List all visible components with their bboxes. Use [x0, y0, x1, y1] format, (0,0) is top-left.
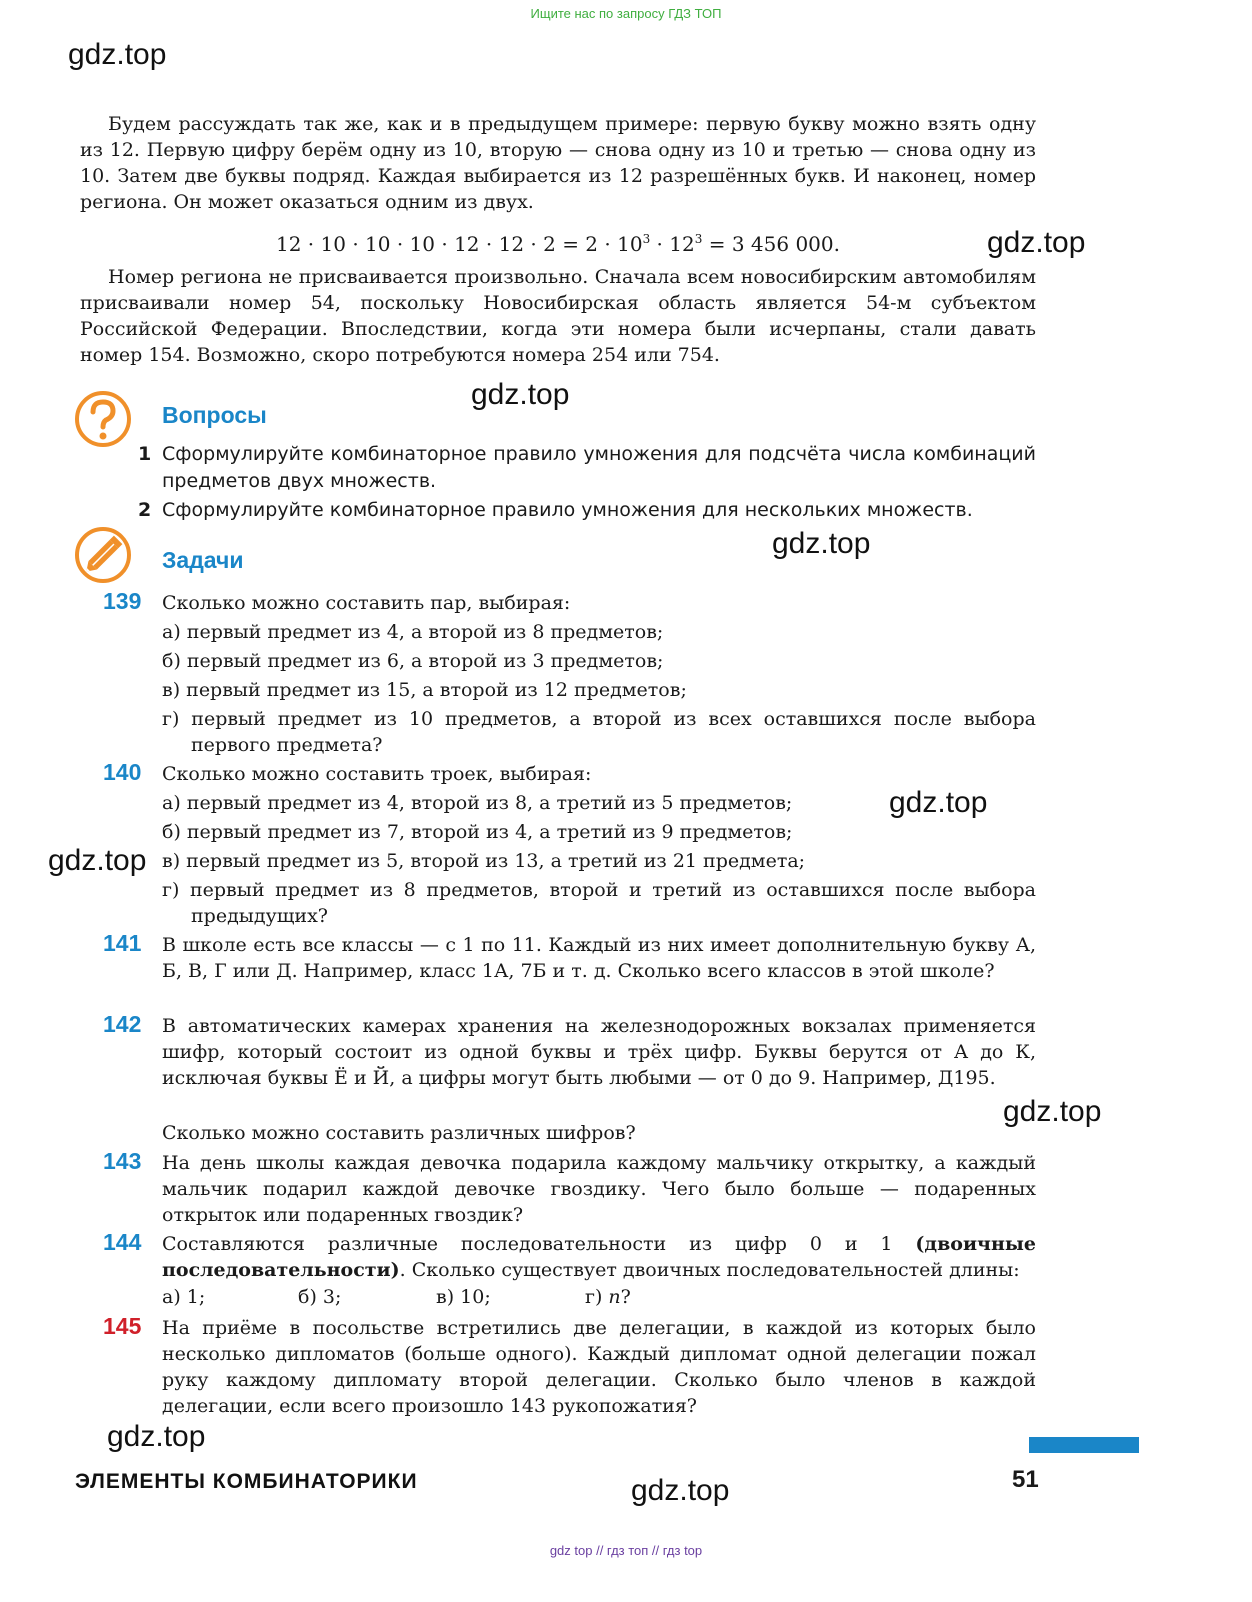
- task-number: 144: [103, 1229, 142, 1255]
- task-option: б) первый предмет из 7, второй из 4, а третий из 9 предметов;: [162, 821, 793, 843]
- watermark: gdz.top: [987, 226, 1086, 259]
- chapter-title: ЭЛЕМЕНТЫ КОМБИНАТОРИКИ: [75, 1470, 418, 1493]
- task-text: Составляются различные последовательности из цифр 0 и 1 (двоичные последовательности). Сколько существует двоичных последовательностей длины:: [162, 1233, 1036, 1281]
- task-text: В автоматических камерах хранения на железнодорожных вокзалах применяется шифр, который состоит из одной буквы и трёх цифр. Буквы берутся от А до К, исключая буквы Ё и Й, а цифры могут быть любыми — от 0 до 9. Например, Д195.: [162, 1015, 1036, 1089]
- task-number: 145: [103, 1313, 142, 1339]
- watermark: gdz.top: [1003, 1095, 1102, 1128]
- task-option: г) первый предмет из 10 предметов, а второй из всех оставшихся после выбора первого предмета?: [162, 708, 1036, 756]
- task-number: 139: [103, 588, 142, 614]
- question-number: 1: [138, 443, 152, 465]
- page-accent-bar: [1029, 1437, 1139, 1453]
- watermark: gdz.top: [107, 1420, 206, 1453]
- task-option: а) первый предмет из 4, второй из 8, а третий из 5 предметов;: [162, 792, 793, 814]
- pencil-circle-icon: [74, 524, 134, 584]
- watermark: gdz.top: [471, 378, 570, 411]
- page-number: 51: [1012, 1466, 1039, 1493]
- task-text: Сколько можно составить троек, выбирая:: [162, 763, 592, 785]
- task-option: г) n?: [585, 1286, 631, 1308]
- task-text: Сколько можно составить пар, выбирая:: [162, 592, 571, 614]
- task-text: На день школы каждая девочка подарила каждому мальчику открытку, а каждый мальчик подарил каждой девочке гвоздику. Чего было больше — подаренных открыток или подаренных гвоздик?: [162, 1152, 1036, 1226]
- task-text: На приёме в посольстве встретились две делегации, в каждой из которых было несколько дипломатов (больше одного). Каждый дипломат одной делегации пожал руку каждому дипломату второй делегации. Сколько было членов в каждой делегации, если всего произошло 143 рукопожатия?: [162, 1317, 1036, 1417]
- watermark: gdz.top: [48, 844, 147, 877]
- task-text: В школе есть все классы — с 1 по 11. Каждый из них имеет дополнительную букву А, Б, В, Г или Д. Например, класс 1А, 7Б и т. д. Сколько всего классов в этой школе?: [162, 934, 1036, 982]
- task-number: 140: [103, 759, 142, 785]
- tasks-heading: Задачи: [162, 547, 244, 573]
- question-text: Сформулируйте комбинаторное правило умножения для подсчёта числа комбинаций предметов двух множеств.: [162, 443, 1036, 492]
- task-option: в) 10;: [436, 1286, 491, 1308]
- watermark: gdz.top: [68, 38, 167, 71]
- questions-heading: Вопросы: [162, 402, 267, 428]
- task-option: а) первый предмет из 4, а второй из 8 предметов;: [162, 621, 664, 643]
- task-option: б) 3;: [298, 1286, 342, 1308]
- intro-paragraph: Будем рассуждать так же, как и в предыдущем примере: первую букву можно взять одну из 12. Первую цифру берём одну из 10, вторую — снова одну из 10 и третью — снова одну из 10. Затем две буквы подряд. Каждая выбирается из 12 разрешённых букв. И наконец, номер региона. Он может оказаться одним из двух.: [80, 113, 1036, 213]
- task-option: б) первый предмет из 6, а второй из 3 предметов;: [162, 650, 664, 672]
- task-number: 141: [103, 930, 142, 956]
- watermark: gdz.top: [772, 527, 871, 560]
- task-question: Сколько можно составить различных шифров?: [162, 1122, 636, 1144]
- task-option: а) 1;: [162, 1286, 206, 1308]
- task-option: в) первый предмет из 15, а второй из 12 предметов;: [162, 679, 687, 701]
- watermark: gdz.top: [889, 786, 988, 819]
- bottom-links[interactable]: gdz top // гдз топ // гдз top: [549, 1543, 703, 1558]
- question-number: 2: [138, 499, 152, 521]
- question-text: Сформулируйте комбинаторное правило умножения для нескольких множеств.: [162, 499, 973, 521]
- task-number: 143: [103, 1148, 142, 1174]
- task-number: 142: [103, 1011, 142, 1037]
- watermark: gdz.top: [631, 1474, 730, 1507]
- formula: $12 \cdot 10 \cdot 10 \cdot 10 \cdot 12 \cdot 12 \cdot 2 = 2 \cdot 10^3 \cdot 12^3 = 3$ 456 000.: [275, 232, 840, 256]
- top-banner: Ищите нас по запросу ГДЗ ТОП: [530, 6, 722, 21]
- region-paragraph: Номер региона не присваивается произвольно. Сначала всем новосибирским автомобилям присваивали номер 54, поскольку Новосибирская область является 54-м субъектом Российской Федерации. Впоследствии, когда эти номера были исчерпаны, стали давать номер 154. Возможно, скоро потребуются номера 254 или 754.: [80, 266, 1036, 366]
- question-circle-icon: [74, 390, 132, 448]
- task-option: г) первый предмет из 8 предметов, второй и третий из оставшихся после выбора предыдущих?: [162, 879, 1036, 927]
- task-option: в) первый предмет из 5, второй из 13, а третий из 21 предмета;: [162, 850, 806, 872]
